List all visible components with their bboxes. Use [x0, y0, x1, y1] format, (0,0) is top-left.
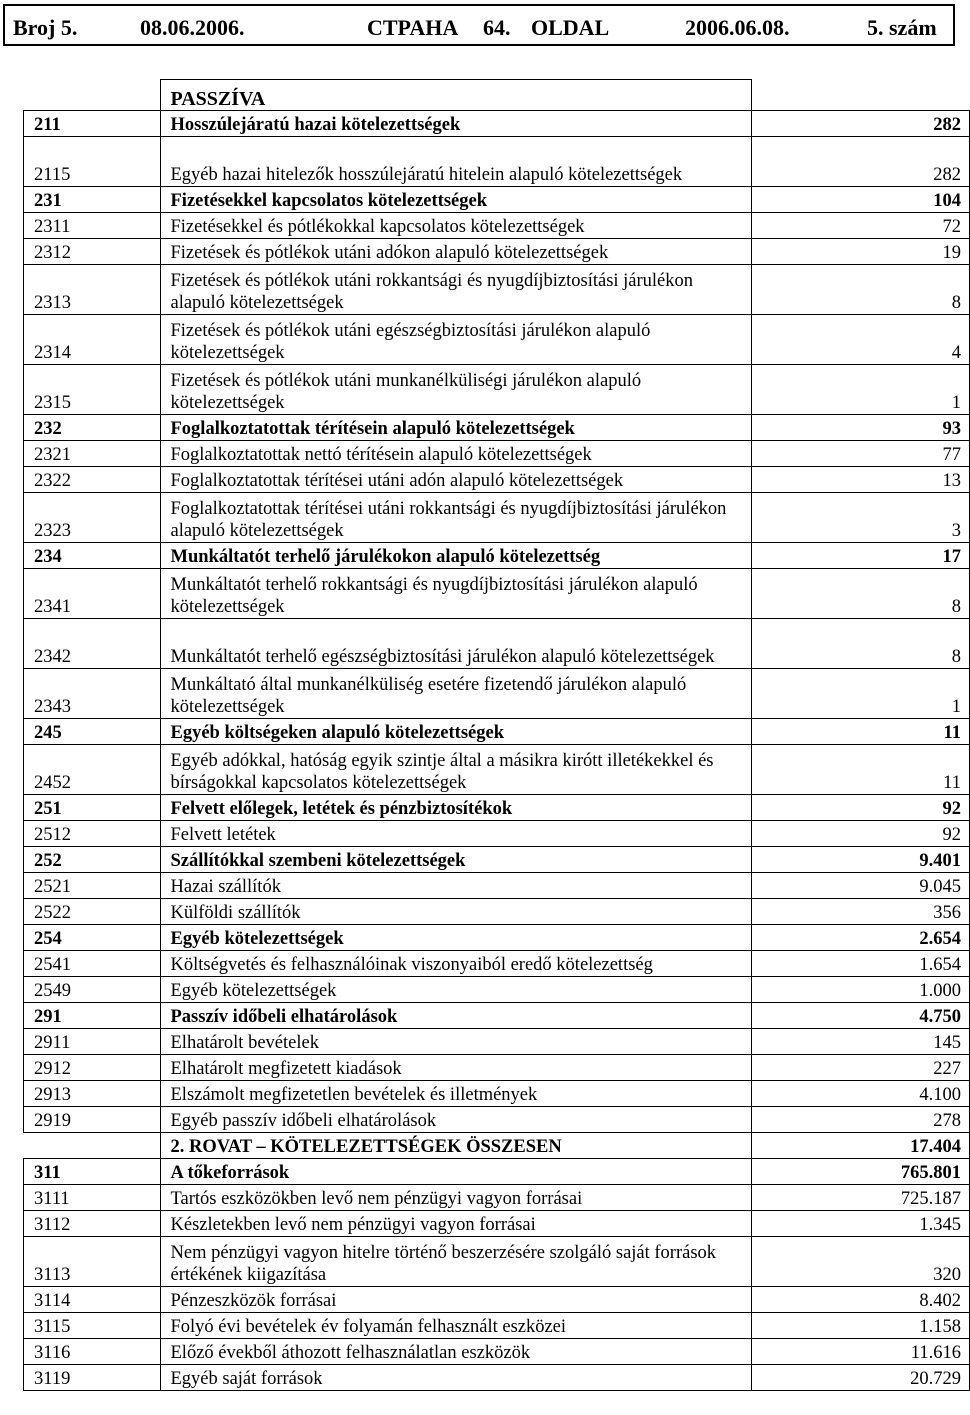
table-row — [24, 795, 970, 821]
table-row — [24, 441, 970, 467]
account-description: Fizetések és pótlékok utáni egészségbiztosítási járulékon alapuló kötelezettségek — [160, 315, 751, 365]
account-code: 231 — [24, 187, 161, 213]
account-amount: 227 — [751, 1055, 970, 1081]
account-code: 3115 — [24, 1313, 161, 1339]
account-description: Pénzeszközök forrásai — [160, 1287, 751, 1313]
account-amount: 8.402 — [751, 1287, 970, 1313]
account-description: Fizetésekkel és pótlékokkal kapcsolatos kötelezettségek — [160, 213, 751, 239]
account-code: 251 — [24, 795, 161, 821]
account-code: 2315 — [24, 365, 161, 415]
account-amount: 8 — [751, 569, 970, 619]
table-row — [24, 111, 970, 137]
table-row — [24, 1237, 970, 1287]
account-code: 2343 — [24, 669, 161, 719]
account-amount: 17.404 — [751, 1133, 970, 1159]
account-amount: 4 — [751, 315, 970, 365]
account-code: 2911 — [24, 1029, 161, 1055]
account-code: 2541 — [24, 951, 161, 977]
table-row — [24, 925, 970, 951]
table-row — [24, 467, 970, 493]
table-row — [24, 745, 970, 795]
table-row — [24, 1055, 970, 1081]
account-amount: 92 — [751, 795, 970, 821]
account-code: 2512 — [24, 821, 161, 847]
table-row — [24, 1287, 970, 1313]
empty-cell — [751, 80, 970, 111]
account-amount: 8 — [751, 619, 970, 669]
issue-number-label: Broj 5. — [13, 15, 78, 40]
account-code: 3114 — [24, 1287, 161, 1313]
account-description: Munkáltatót terhelő járulékokon alapuló kötelezettség — [160, 543, 751, 569]
account-amount: 9.401 — [751, 847, 970, 873]
account-amount: 282 — [751, 111, 970, 137]
account-description: Hosszúlejáratú hazai kötelezettségek — [160, 111, 751, 137]
issue-date-hungarian: 2006.06.08. — [685, 15, 790, 40]
table-row — [24, 977, 970, 1003]
account-amount: 4.750 — [751, 1003, 970, 1029]
account-code: 2342 — [24, 619, 161, 669]
account-description: Előző évekből áthozott felhasználatlan eszközök — [160, 1339, 751, 1365]
table-row — [24, 1185, 970, 1211]
account-code: 2322 — [24, 467, 161, 493]
table-row — [24, 821, 970, 847]
table-row — [24, 1211, 970, 1237]
section-header-row — [24, 80, 970, 111]
account-description: Egyéb kötelezettségek — [160, 925, 751, 951]
account-description: Készletekben levő nem pénzügyi vagyon forrásai — [160, 1211, 751, 1237]
account-description: Passzív időbeli elhatárolások — [160, 1003, 751, 1029]
page-number: 64. — [483, 15, 511, 40]
account-description: Egyéb hazai hitelezők hosszúlejáratú hitelein alapuló kötelezettségek — [160, 137, 751, 187]
account-code: 211 — [24, 111, 161, 137]
account-code: 3116 — [24, 1339, 161, 1365]
account-code: 252 — [24, 847, 161, 873]
table-row — [24, 493, 970, 543]
issue-number-hungarian: 5. szám — [867, 15, 937, 40]
account-description: Egyéb passzív időbeli elhatárolások — [160, 1107, 751, 1133]
account-code: 3112 — [24, 1211, 161, 1237]
table-row — [24, 1029, 970, 1055]
account-amount: 145 — [751, 1029, 970, 1055]
issue-date: 08.06.2006. — [140, 15, 245, 40]
account-code: 2314 — [24, 315, 161, 365]
account-code: 2521 — [24, 873, 161, 899]
table-row — [24, 951, 970, 977]
account-description: Elszámolt megfizetetlen bevételek és illetmények — [160, 1081, 751, 1107]
account-code: 2549 — [24, 977, 161, 1003]
table-row — [24, 847, 970, 873]
account-code — [24, 1133, 161, 1159]
table-row — [24, 239, 970, 265]
account-code: 2341 — [24, 569, 161, 619]
account-amount: 4.100 — [751, 1081, 970, 1107]
table-row — [24, 543, 970, 569]
account-description: Fizetések és pótlékok utáni rokkantsági és nyugdíjbiztosítási járulékon alapuló kötelezettségek — [160, 265, 751, 315]
account-code: 2312 — [24, 239, 161, 265]
account-code: 3119 — [24, 1365, 161, 1391]
account-description: Munkáltatót terhelő egészségbiztosítási járulékon alapuló kötelezettségek — [160, 619, 751, 669]
account-amount: 3 — [751, 493, 970, 543]
account-amount: 1.158 — [751, 1313, 970, 1339]
page-header — [3, 4, 955, 46]
account-description: Fizetések és pótlékok utáni adókon alapuló kötelezettségek — [160, 239, 751, 265]
account-code: 2912 — [24, 1055, 161, 1081]
account-amount: 8 — [751, 265, 970, 315]
table-row — [24, 1339, 970, 1365]
account-description: Felvett előlegek, letétek és pénzbiztosítékok — [160, 795, 751, 821]
table-row — [24, 213, 970, 239]
account-description: Fizetések és pótlékok utáni munkanélküliségi járulékon alapuló kötelezettségek — [160, 365, 751, 415]
table-row — [24, 719, 970, 745]
table-row — [24, 315, 970, 365]
account-description: Egyéb költségeken alapuló kötelezettségek — [160, 719, 751, 745]
account-amount: 765.801 — [751, 1159, 970, 1185]
table-row — [24, 1003, 970, 1029]
account-description: Hazai szállítók — [160, 873, 751, 899]
table-row — [24, 569, 970, 619]
account-description: Külföldi szállítók — [160, 899, 751, 925]
account-code: 2313 — [24, 265, 161, 315]
account-description: Szállítókkal szembeni kötelezettségek — [160, 847, 751, 873]
account-amount: 356 — [751, 899, 970, 925]
account-amount: 92 — [751, 821, 970, 847]
account-amount: 1 — [751, 669, 970, 719]
account-amount: 1 — [751, 365, 970, 415]
account-amount: 11 — [751, 719, 970, 745]
account-amount: 19 — [751, 239, 970, 265]
account-description: Munkáltatót terhelő rokkantsági és nyugdíjbiztosítási járulékon alapuló kötelezettségek — [160, 569, 751, 619]
account-amount: 1.654 — [751, 951, 970, 977]
account-amount: 11.616 — [751, 1339, 970, 1365]
table-row — [24, 669, 970, 719]
account-code: 254 — [24, 925, 161, 951]
account-description: Felvett letétek — [160, 821, 751, 847]
page-label-hungarian: OLDAL — [531, 15, 610, 40]
liabilities-table — [23, 79, 970, 1391]
account-amount: 72 — [751, 213, 970, 239]
account-code: 3113 — [24, 1237, 161, 1287]
account-description: Foglalkoztatottak nettó térítésein alapuló kötelezettségek — [160, 441, 751, 467]
table-row — [24, 1159, 970, 1185]
table-row — [24, 415, 970, 441]
table-row — [24, 873, 970, 899]
table-row — [24, 1365, 970, 1391]
page-label-serbian: CTPAHA — [367, 15, 459, 40]
table-row — [24, 899, 970, 925]
account-description: Egyéb kötelezettségek — [160, 977, 751, 1003]
table-row — [24, 619, 970, 669]
account-code: 2913 — [24, 1081, 161, 1107]
account-amount: 11 — [751, 745, 970, 795]
account-code: 2522 — [24, 899, 161, 925]
account-description: Folyó évi bevételek év folyamán felhasznált eszközei — [160, 1313, 751, 1339]
table-row — [24, 137, 970, 187]
account-description: Foglalkoztatottak térítései utáni adón alapuló kötelezettségek — [160, 467, 751, 493]
account-amount: 278 — [751, 1107, 970, 1133]
table-row — [24, 187, 970, 213]
account-amount: 9.045 — [751, 873, 970, 899]
table-row — [24, 1313, 970, 1339]
account-amount: 282 — [751, 137, 970, 187]
table-row — [24, 1133, 970, 1159]
account-description: 2. ROVAT – KÖTELEZETTSÉGEK ÖSSZESEN — [160, 1133, 751, 1159]
account-description: Nem pénzügyi vagyon hitelre történő beszerzésére szolgáló saját források értékének kiigazítása — [160, 1237, 751, 1287]
account-amount: 1.345 — [751, 1211, 970, 1237]
account-code: 3111 — [24, 1185, 161, 1211]
account-amount: 1.000 — [751, 977, 970, 1003]
table-row — [24, 365, 970, 415]
account-code: 2311 — [24, 213, 161, 239]
account-code: 2321 — [24, 441, 161, 467]
account-description: Egyéb adókkal, hatóság egyik szintje által a másikra kirótt illetékekkel és bírságokkal kapcsolatos kötelezettségek — [160, 745, 751, 795]
account-description: Fizetésekkel kapcsolatos kötelezettségek — [160, 187, 751, 213]
account-description: Munkáltató által munkanélküliség esetére fizetendő járulékon alapuló kötelezettségek — [160, 669, 751, 719]
account-amount: 77 — [751, 441, 970, 467]
account-code: 2452 — [24, 745, 161, 795]
table-row — [24, 265, 970, 315]
account-description: Elhatárolt megfizetett kiadások — [160, 1055, 751, 1081]
account-description: Tartós eszközökben levő nem pénzügyi vagyon forrásai — [160, 1185, 751, 1211]
account-description: Egyéb saját források — [160, 1365, 751, 1391]
account-code: 291 — [24, 1003, 161, 1029]
account-code: 234 — [24, 543, 161, 569]
account-code: 232 — [24, 415, 161, 441]
section-title: PASSZÍVA — [160, 80, 751, 111]
account-description: Költségvetés és felhasználóinak viszonyaiból eredő kötelezettség — [160, 951, 751, 977]
empty-cell — [24, 80, 161, 111]
account-amount: 13 — [751, 467, 970, 493]
account-description: Foglalkoztatottak térítésein alapuló kötelezettségek — [160, 415, 751, 441]
account-code: 245 — [24, 719, 161, 745]
account-description: Elhatárolt bevételek — [160, 1029, 751, 1055]
account-description: A tőkeforrások — [160, 1159, 751, 1185]
account-code: 2323 — [24, 493, 161, 543]
account-amount: 2.654 — [751, 925, 970, 951]
account-amount: 20.729 — [751, 1365, 970, 1391]
account-code: 2919 — [24, 1107, 161, 1133]
account-amount: 17 — [751, 543, 970, 569]
account-code: 311 — [24, 1159, 161, 1185]
account-amount: 104 — [751, 187, 970, 213]
account-amount: 93 — [751, 415, 970, 441]
account-description: Foglalkoztatottak térítései utáni rokkantsági és nyugdíjbiztosítási járulékon alapuló kötelezettségek — [160, 493, 751, 543]
account-amount: 320 — [751, 1237, 970, 1287]
table-row — [24, 1107, 970, 1133]
table-row — [24, 1081, 970, 1107]
account-amount: 725.187 — [751, 1185, 970, 1211]
account-code: 2115 — [24, 137, 161, 187]
